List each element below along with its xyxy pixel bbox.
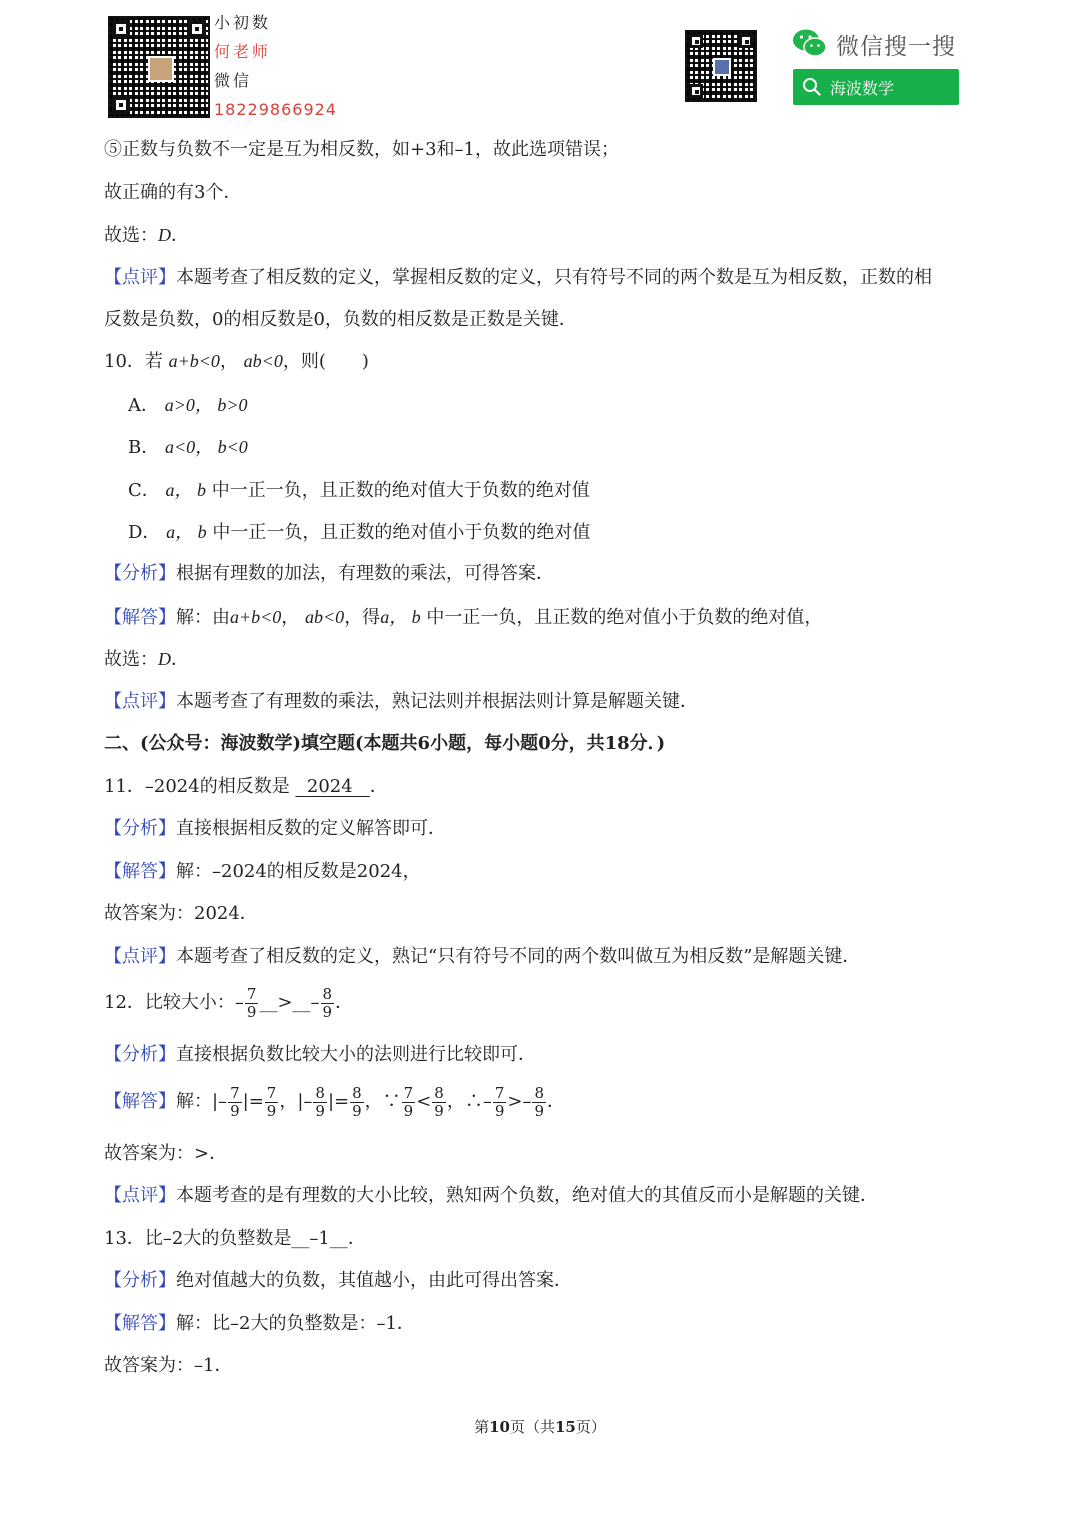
solution-line bbox=[104, 859, 421, 885]
text-line: 故正确的有3个． bbox=[104, 182, 242, 203]
text: ． bbox=[347, 1228, 366, 1249]
math-expr: ab<0 bbox=[243, 351, 283, 371]
fill-answer: __–1__ bbox=[291, 1228, 348, 1249]
fraction bbox=[402, 1085, 416, 1120]
numerator: 7 bbox=[403, 1083, 414, 1102]
wechat-icon bbox=[792, 28, 828, 58]
footer-text: 页（共 bbox=[509, 1418, 555, 1436]
option-c bbox=[128, 477, 590, 504]
text: 解：由 bbox=[176, 607, 230, 628]
page-footer bbox=[0, 1416, 1080, 1437]
fraction bbox=[313, 1085, 327, 1120]
numerator: 7 bbox=[266, 1083, 277, 1102]
option-text: a<0， b<0 bbox=[164, 437, 248, 457]
question-13 bbox=[104, 1226, 366, 1252]
fraction bbox=[432, 1085, 446, 1120]
analysis-line bbox=[104, 816, 446, 842]
text: ，则( ) bbox=[282, 351, 369, 372]
numerator: 7 bbox=[494, 1083, 505, 1102]
comment-line bbox=[104, 1183, 878, 1209]
analysis-text: 绝对值越大的负数，其值越小，由此可得出答案． bbox=[176, 1270, 572, 1291]
solution-text: 解：比–2大的负整数是：–1． bbox=[176, 1313, 415, 1334]
wechat-search-title: 微信搜一搜 bbox=[836, 34, 956, 60]
comment-tag: 【点评】 bbox=[104, 691, 176, 712]
analysis-text: 直接根据相反数的定义解答即可． bbox=[176, 818, 446, 839]
numerator: 8 bbox=[434, 1083, 444, 1102]
qr-caption bbox=[214, 8, 337, 124]
denominator: 9 bbox=[352, 1101, 362, 1120]
analysis-line bbox=[104, 561, 554, 587]
search-icon bbox=[802, 77, 822, 97]
option-text: 中一正一负，且正数的绝对值小于负数的绝对值 bbox=[212, 522, 591, 543]
math-expr: ab<0 bbox=[305, 607, 345, 627]
text: ． bbox=[171, 225, 189, 246]
text-line: ⑤正数与负数不一定是互为相反数，如+3和–1，故此选项错误； bbox=[104, 139, 619, 160]
comment-tag: 【点评】 bbox=[104, 1185, 176, 1206]
solution-tag: 【解答】 bbox=[104, 1091, 176, 1112]
denominator: 9 bbox=[494, 1101, 505, 1120]
denominator: 9 bbox=[403, 1101, 414, 1120]
analysis-tag: 【分析】 bbox=[104, 563, 176, 584]
math-vars: a， b bbox=[380, 607, 421, 627]
numerator: 7 bbox=[246, 984, 257, 1003]
analysis-tag: 【分析】 bbox=[104, 818, 176, 839]
q-num: 10．若 bbox=[104, 351, 163, 372]
option-vars: a， b bbox=[165, 480, 207, 500]
analysis-tag: 【分析】 bbox=[104, 1044, 176, 1065]
text: < bbox=[416, 1091, 432, 1112]
text: ． bbox=[547, 1091, 566, 1112]
minus: – bbox=[310, 992, 320, 1013]
fill-answer bbox=[295, 776, 369, 797]
option-label: B． bbox=[128, 437, 160, 458]
text: |= bbox=[242, 1091, 264, 1112]
sep: ， bbox=[219, 351, 238, 372]
option-a bbox=[128, 392, 248, 419]
fraction bbox=[532, 1085, 546, 1120]
answer-letter: D bbox=[158, 649, 171, 669]
answer-letter: D bbox=[158, 225, 171, 245]
solution-line bbox=[104, 604, 822, 631]
option-label: C． bbox=[128, 480, 160, 501]
solution-line bbox=[104, 1082, 565, 1122]
option-vars: a， b bbox=[166, 522, 207, 542]
comment-line bbox=[104, 689, 698, 715]
text: 故选： bbox=[104, 649, 158, 670]
question-10 bbox=[104, 348, 369, 375]
solution-line bbox=[104, 1311, 415, 1337]
question-12 bbox=[104, 983, 353, 1023]
comment-tag: 【点评】 bbox=[104, 267, 176, 288]
answer: 2024 bbox=[306, 776, 353, 797]
analysis-line bbox=[104, 1042, 536, 1068]
math-expr: a+b<0 bbox=[230, 607, 282, 627]
answer-line bbox=[104, 646, 189, 673]
search-button-label: 海波数学 bbox=[830, 78, 895, 98]
analysis-text: 直接根据负数比较大小的法则进行比较即可． bbox=[176, 1044, 536, 1065]
question-11 bbox=[104, 774, 388, 800]
option-label: D． bbox=[128, 522, 161, 543]
text-line: 反数是负数，0的相反数是0，负数的相反数是正数是关键． bbox=[104, 309, 577, 330]
qr-code-teacher bbox=[108, 16, 210, 118]
denominator: 9 bbox=[230, 1101, 240, 1120]
text: 中一正一负，且正数的绝对值小于负数的绝对值， bbox=[426, 607, 823, 628]
fraction bbox=[493, 1085, 507, 1120]
fraction bbox=[321, 986, 335, 1021]
numerator: 7 bbox=[230, 1083, 240, 1102]
qr-code-wechat bbox=[685, 30, 757, 102]
analysis-line bbox=[104, 1268, 572, 1294]
numerator: 8 bbox=[315, 1083, 325, 1102]
fraction bbox=[350, 1085, 364, 1120]
text: ． bbox=[369, 776, 388, 797]
comment-line bbox=[104, 265, 932, 291]
fraction bbox=[245, 986, 259, 1021]
text: ，|– bbox=[279, 1091, 313, 1112]
option-text: 中一正一负，且正数的绝对值大于负数的绝对值 bbox=[211, 480, 590, 501]
option-d bbox=[128, 519, 590, 546]
analysis-text: 根据有理数的加法，有理数的乘法，可得答案． bbox=[176, 563, 554, 584]
denominator: 9 bbox=[246, 1002, 257, 1021]
solution-tag: 【解答】 bbox=[104, 607, 176, 628]
comment-text: 本题考查了相反数的定义，熟记“只有符号不同的两个数叫做互为相反数”是解题关键． bbox=[176, 946, 861, 967]
denominator: 9 bbox=[534, 1101, 545, 1120]
text: ． bbox=[335, 992, 354, 1013]
denominator: 9 bbox=[434, 1101, 444, 1120]
option-text: a>0， b>0 bbox=[164, 395, 248, 415]
text: ． bbox=[171, 649, 189, 670]
text: ，∵ bbox=[364, 1091, 401, 1112]
text: ，∴– bbox=[446, 1091, 492, 1112]
caption-phone: 18229866924 bbox=[214, 100, 337, 119]
text: 故选： bbox=[104, 225, 158, 246]
option-label: A． bbox=[128, 395, 159, 416]
option-b bbox=[128, 434, 248, 461]
q-text: 12．比较大小：– bbox=[104, 992, 244, 1013]
page-number: 10 bbox=[489, 1418, 510, 1436]
search-button[interactable] bbox=[793, 69, 959, 105]
comment-text: 本题考查了相反数的定义，掌握相反数的定义，只有符号不同的两个数是互为相反数，正数的相 bbox=[176, 267, 932, 288]
caption-line-3: 微信 bbox=[214, 71, 253, 90]
comment-tag: 【点评】 bbox=[104, 946, 176, 967]
section-heading: 二、(公众号：海波数学)填空题(本题共6小题，每小题0分，共18分．) bbox=[104, 733, 666, 754]
solution-text: 解：–2024的相反数是2024， bbox=[176, 861, 421, 882]
denominator: 9 bbox=[315, 1101, 325, 1120]
fill-answer: __>__ bbox=[259, 992, 311, 1013]
text-line: 故答案为：2024． bbox=[104, 903, 258, 924]
numerator: 8 bbox=[322, 984, 333, 1003]
fraction bbox=[228, 1085, 242, 1120]
text-line: 故答案为：>． bbox=[104, 1143, 228, 1164]
text: |= bbox=[327, 1091, 350, 1112]
numerator: 8 bbox=[534, 1083, 545, 1102]
page-total: 15 bbox=[555, 1418, 576, 1436]
comment-line bbox=[104, 944, 860, 970]
text: >– bbox=[507, 1091, 532, 1112]
caption-line-1: 小初数 bbox=[214, 13, 272, 32]
comment-text: 本题考查了有理数的乘法，熟记法则并根据法则计算是解题关键． bbox=[176, 691, 698, 712]
fraction bbox=[265, 1085, 279, 1120]
sep: ， bbox=[281, 607, 300, 628]
numerator: 8 bbox=[352, 1083, 362, 1102]
denominator: 9 bbox=[322, 1002, 333, 1021]
q-text: 11．–2024的相反数是 bbox=[104, 776, 290, 797]
q-text: 13．比–2大的负整数是 bbox=[104, 1228, 292, 1249]
text-line: 故答案为：–1． bbox=[104, 1355, 233, 1376]
footer-text: 页） bbox=[575, 1418, 606, 1436]
text: 解：|– bbox=[176, 1091, 228, 1112]
footer-text: 第 bbox=[474, 1418, 490, 1436]
denominator: 9 bbox=[266, 1101, 277, 1120]
text: ，得 bbox=[344, 607, 381, 628]
answer-line bbox=[104, 222, 189, 249]
solution-tag: 【解答】 bbox=[104, 1313, 176, 1334]
math-expr: a+b<0 bbox=[168, 351, 220, 371]
comment-text: 本题考查的是有理数的大小比较，熟知两个负数，绝对值大的其值反而小是解题的关键． bbox=[176, 1185, 878, 1206]
analysis-tag: 【分析】 bbox=[104, 1270, 176, 1291]
caption-line-2: 何老师 bbox=[214, 42, 272, 61]
solution-tag: 【解答】 bbox=[104, 861, 176, 882]
